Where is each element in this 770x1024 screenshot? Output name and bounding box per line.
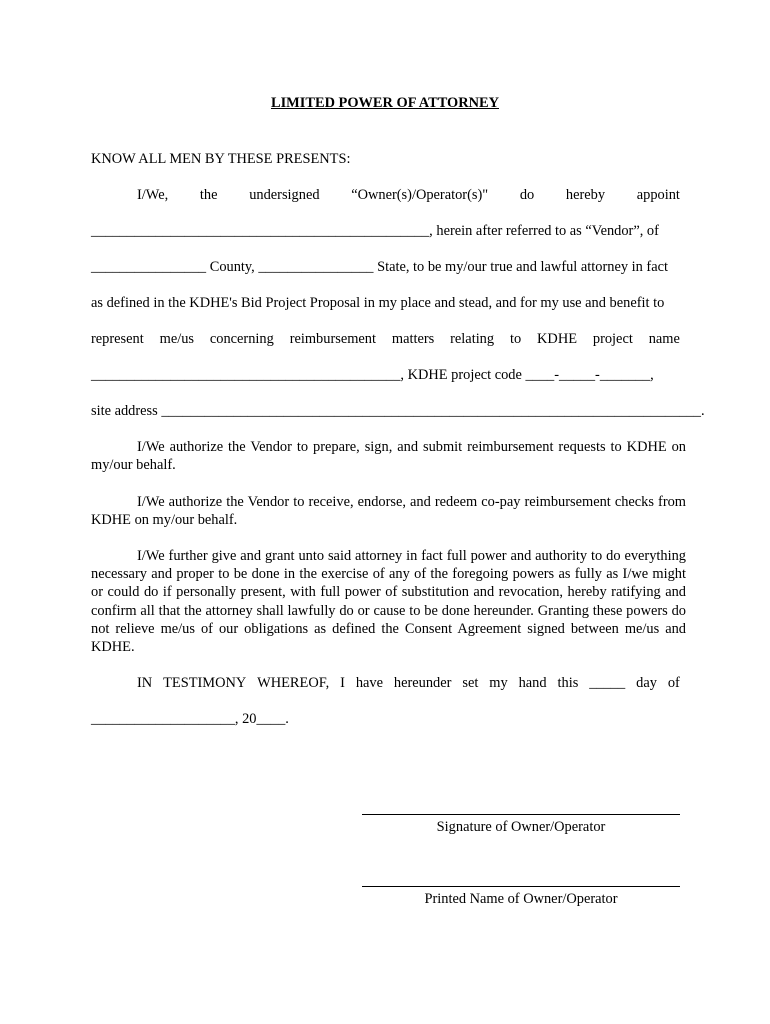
signature-label: Signature of Owner/Operator [436,819,606,835]
appoint-word: hereby [565,187,606,203]
testimony-word: hereunder [393,675,452,691]
appoint-word: appoint [636,187,680,203]
paragraph-grant-powers: I/We further give and grant unto said attorney in fact full power and authority to do everything necessary and proper to be done in the exercise of any of the foregoing powers as fully as I/we might or could do if personally present, with full power of substitution and revocation, hereby ratifying and confirm all that the attorney shall lawfully do or cause to be done hereunder. Granting these powers do not relieve me/us of our obligations as defined the Consent Agreement signed between me/us and KDHE. [91,548,686,656]
date-line: ____________________, 20____. [91,711,289,727]
appoint-word: do [519,187,535,203]
represent-word: represent [91,331,144,347]
testimony-word: set [462,675,479,691]
day-blank: _____ [589,675,626,691]
represent-word: to [509,331,522,347]
testimony-word: IN [137,675,153,691]
represent-line [91,330,680,348]
represent-word: me/us [159,331,194,347]
project-code-line: ___________________________________________, KDHE project code ____-_____-_______, [91,367,654,383]
testimony-word: have [355,675,383,691]
represent-word: concerning [209,331,274,347]
testimony-word: hand [518,675,547,691]
represent-word: name [648,331,680,347]
testimony-word: this [557,675,579,691]
appoint-word: “Owner(s)/Operator(s)" [351,187,489,203]
defined-line: as defined in the KDHE's Bid Project Proposal in my place and stead, and for my use and benefit to [91,295,665,311]
represent-word: reimbursement [289,331,377,347]
represent-word: matters [391,331,435,347]
represent-word: KDHE [537,331,577,347]
vendor-line: _______________________________________________, herein after referred to as “Vendor”, of [91,223,659,239]
site-address-line: site address ___________________________________________________________________________. [91,403,705,419]
represent-word: relating [450,331,495,347]
printed-name-rule [362,886,680,887]
represent-word: project [592,331,633,347]
county-state-line: ________________ County, ________________ State, to be my/our true and lawful attorney in fact [91,259,669,275]
testimony-word: I [340,675,345,691]
intro-line: KNOW ALL MEN BY THESE PRESENTS: [91,151,351,167]
testimony-word: day [636,675,657,691]
testimony-word: my [489,675,508,691]
appoint-line [137,186,680,204]
signature-rule [362,814,680,815]
appoint-word: I/We, [137,187,169,203]
testimony-word: TESTIMONY [163,675,247,691]
testimony-line [137,674,680,692]
testimony-word: WHEREOF, [257,675,330,691]
document-title: LIMITED POWER OF ATTORNEY [270,95,499,111]
printed-name-label: Printed Name of Owner/Operator [424,891,618,907]
testimony-word: of [667,675,680,691]
appoint-word: undersigned [249,187,320,203]
appoint-word: the [199,187,218,203]
paragraph-prepare-sign: I/We authorize the Vendor to prepare, sign, and submit reimbursement requests to KDHE on my/our behalf. [91,439,686,474]
paragraph-receive-endorse: I/We authorize the Vendor to receive, endorse, and redeem co-pay reimbursement checks from KDHE on my/our behalf. [91,494,686,529]
